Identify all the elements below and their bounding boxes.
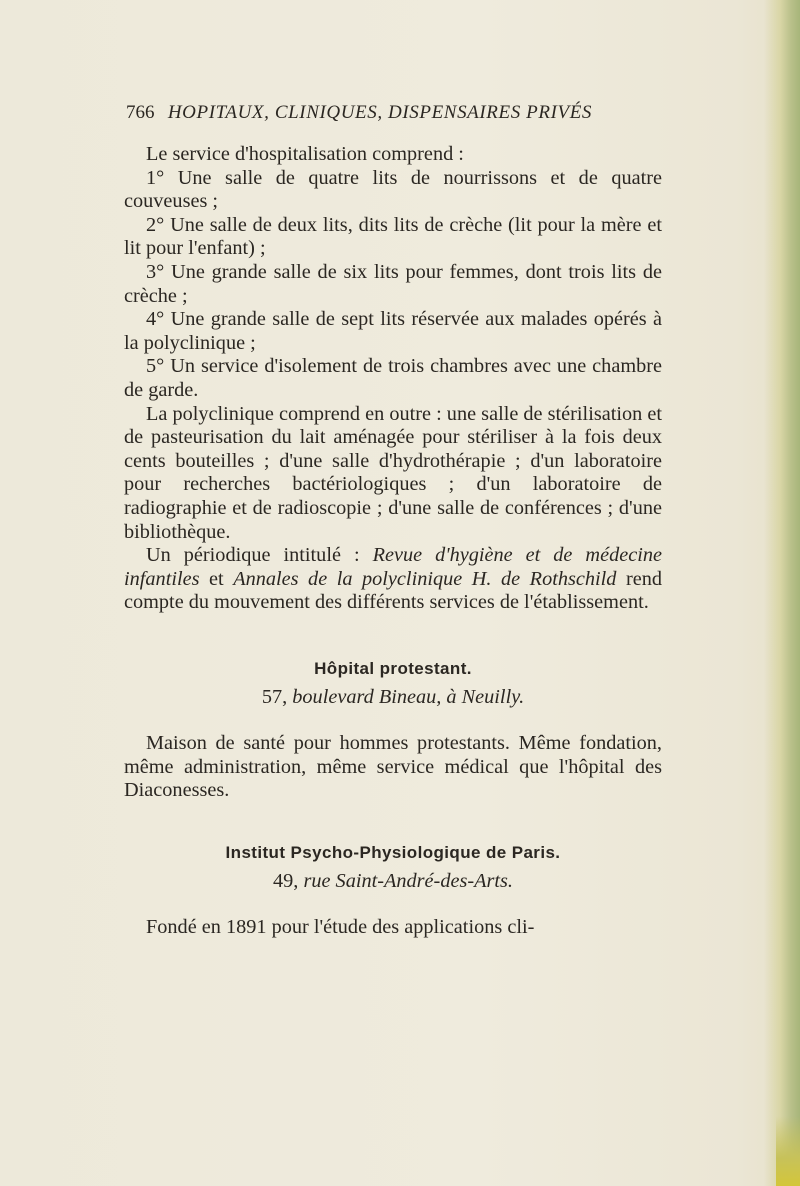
section-address: [124, 870, 662, 894]
periodical-and: et: [199, 567, 234, 590]
page-number: 766: [126, 102, 155, 123]
running-title: HOPITAUX, CLINIQUES, DISPENSAIRES PRIVÉS: [167, 102, 593, 123]
section-address: [124, 686, 662, 710]
list-item: 5° Un service d'isolement de trois chambres avec une chambre de garde.: [124, 355, 662, 401]
periodical-paragraph: [124, 544, 662, 615]
address-number: 57,: [261, 686, 288, 709]
list-item: 2° Une salle de deux lits, dits lits de crèche (lit pour la mère et lit pour l'enfant) ;: [124, 213, 662, 260]
page-corner-stain: [776, 1116, 800, 1186]
section-body: Fondé en 1891 pour l'étude des applications cli-: [146, 916, 535, 939]
page-body: [124, 143, 662, 940]
address-street: rue Saint-André-des-Arts.: [298, 870, 513, 893]
section-body: Maison de santé pour hommes protestants. Même fondation, même administration, même service médical que l'hôpital des Diaconesses.: [124, 732, 662, 802]
running-header: [126, 102, 686, 124]
address-number: 49,: [273, 870, 299, 893]
list-item: 3° Une grande salle de six lits pour femmes, dont trois lits de crèche ;: [124, 260, 662, 307]
page-edge-shadow: [764, 0, 800, 1186]
paragraph: La polyclinique comprend en outre : une salle de stérilisation et de pasteurisation du lait aménagée pour stériliser à la fois deux cents bouteilles ; d'une salle d'hydrothérapie ; d'un laboratoire pour recherches bactériologiques ; d'un laboratoire de radiographie et de radioscopie ; d'une salle de conférences ; d'une bibliothèque.: [124, 402, 662, 543]
paragraph: Le service d'hospitalisation comprend :: [146, 143, 464, 165]
periodical-title-2: Annales de la polyclinique H. de Rothschild: [233, 567, 617, 590]
section-heading: Institut Psycho-Physiologique de Paris.: [225, 842, 561, 862]
periodical-title-1: Revue d'hygiène et de médecine infantiles: [124, 544, 662, 590]
periodical-intro: Un périodique intitulé :: [146, 544, 373, 567]
section-heading: Hôpital protestant.: [314, 658, 472, 678]
list-item: 4° Une grande salle de sept lits réservée aux malades opérés à la polyclinique ;: [124, 308, 662, 354]
address-street: boulevard Bineau, à Neuilly.: [287, 686, 525, 709]
list-item: 1° Une salle de quatre lits de nourrissons et de quatre couveuses ;: [124, 166, 662, 213]
periodical-rest: rend compte du mouvement des différents services de l'établissement.: [124, 567, 662, 614]
